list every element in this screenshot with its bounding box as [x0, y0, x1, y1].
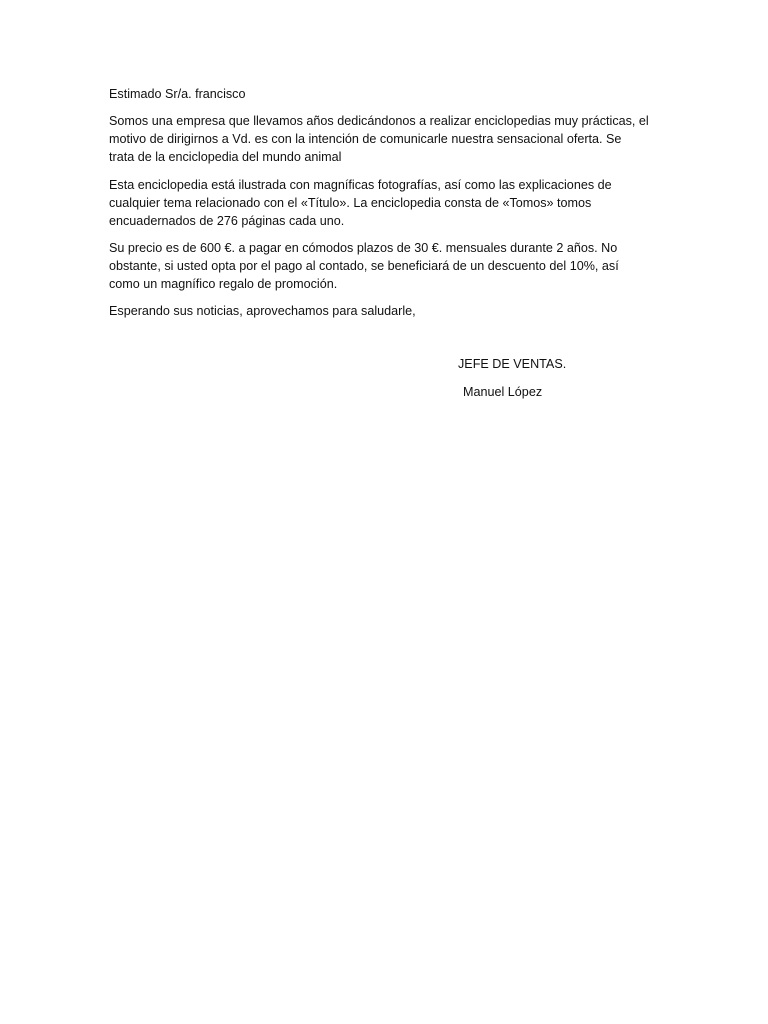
letter-paragraph-intro: Somos una empresa que llevamos años dedicándonos a realizar enciclopedias muy prácticas, el motivo de dirigirnos a Vd. es con la intención de comunicarle nuestra sensacional oferta. Se trata de la enciclopedia del mundo animal [109, 114, 649, 164]
letter-paragraph-price: Su precio es de 600 €. a pagar en cómodos plazos de 30 €. mensuales durante 2 años. No obstante, si usted opta por el pago al contado, se beneficiará de un descuento del 10%, así como un magnífico regalo de promoción. [109, 241, 619, 291]
signature-name: Manuel López [463, 385, 543, 399]
signature-role: JEFE DE VENTAS. [458, 357, 567, 371]
letter-closing: Esperando sus noticias, aprovechamos para saludarle, [109, 304, 416, 318]
letter-greeting: Estimado Sr/a. francisco [109, 87, 246, 101]
letter-paragraph-description: Esta enciclopedia está ilustrada con magníficas fotografías, así como las explicaciones de cualquier tema relacionado con el «Título». La enciclopedia consta de «Tomos» tomos encuadernados de 276 páginas cada uno. [109, 178, 612, 228]
